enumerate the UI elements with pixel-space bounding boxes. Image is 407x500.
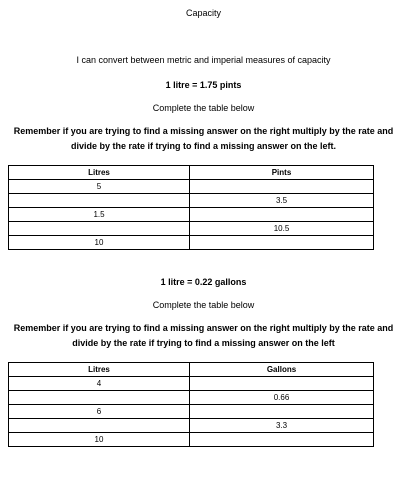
- table-row: [9, 194, 374, 208]
- cell-pints[interactable]: 10.5: [190, 222, 374, 236]
- cell-litres[interactable]: 1.5: [9, 208, 190, 222]
- table-row: [9, 405, 374, 419]
- table-row: [9, 433, 374, 447]
- table-header-row: [9, 363, 374, 377]
- cell-litres[interactable]: 6: [9, 405, 190, 419]
- header-gallons: Gallons: [190, 363, 374, 377]
- table-row: [9, 222, 374, 236]
- instruction-pints: Complete the table below: [152, 103, 255, 113]
- pints-table: [8, 165, 374, 250]
- table-row: [9, 208, 374, 222]
- table-row: [9, 377, 374, 391]
- table-row: [9, 419, 374, 433]
- cell-gallons[interactable]: [190, 405, 374, 419]
- table-row: [9, 236, 374, 250]
- learning-objective: I can convert between metric and imperial measures of capacity: [76, 55, 331, 65]
- note-pints: Remember if you are trying to find a missing answer on the right multiply by the rate and divide by the rate if trying to find a missing answer on the left.: [13, 126, 394, 151]
- cell-pints[interactable]: [190, 208, 374, 222]
- cell-litres[interactable]: 5: [9, 180, 190, 194]
- header-pints: Pints: [190, 166, 374, 180]
- page-title: Capacity: [185, 8, 221, 18]
- table-header-row: [9, 166, 374, 180]
- gallons-table: [8, 362, 374, 447]
- cell-gallons[interactable]: [190, 377, 374, 391]
- cell-pints[interactable]: 3.5: [190, 194, 374, 208]
- cell-litres[interactable]: [9, 391, 190, 405]
- cell-litres[interactable]: 10: [9, 236, 190, 250]
- cell-pints[interactable]: [190, 236, 374, 250]
- cell-gallons[interactable]: 3.3: [190, 419, 374, 433]
- cell-litres[interactable]: 4: [9, 377, 190, 391]
- cell-litres[interactable]: [9, 194, 190, 208]
- instruction-gallons: Complete the table below: [152, 300, 255, 310]
- cell-gallons[interactable]: 0.66: [190, 391, 374, 405]
- header-litres: Litres: [9, 363, 190, 377]
- rate-pints: 1 litre = 1.75 pints: [165, 80, 242, 90]
- cell-litres[interactable]: [9, 222, 190, 236]
- cell-litres[interactable]: 10: [9, 433, 190, 447]
- cell-litres[interactable]: [9, 419, 190, 433]
- table-row: [9, 391, 374, 405]
- note-gallons: Remember if you are trying to find a missing answer on the right multiply by the rate and divide by the rate if trying to find a missing answer on the left: [13, 323, 394, 348]
- rate-gallons: 1 litre = 0.22 gallons: [160, 277, 247, 287]
- cell-gallons[interactable]: [190, 433, 374, 447]
- cell-pints[interactable]: [190, 180, 374, 194]
- table-row: [9, 180, 374, 194]
- header-litres: Litres: [9, 166, 190, 180]
